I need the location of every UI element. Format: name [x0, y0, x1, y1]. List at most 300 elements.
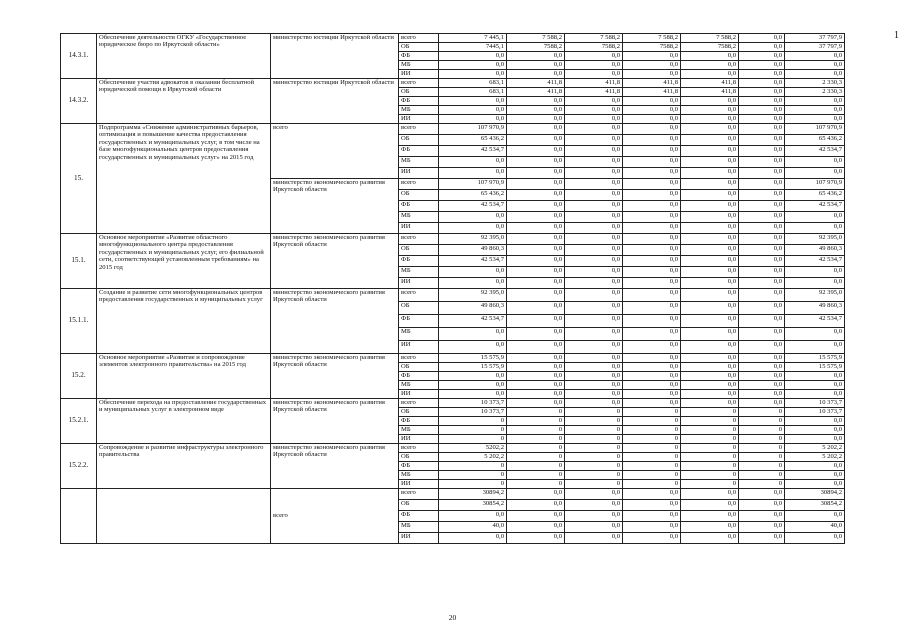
value-cell: 40,0: [439, 522, 507, 533]
value-cell: 0,0: [565, 267, 623, 278]
value-cell: 42 534,7: [439, 146, 507, 157]
value-cell: 0,0: [439, 381, 507, 390]
value-cell: 107 970,9: [439, 124, 507, 135]
table-row: [61, 289, 845, 302]
value-cell: 65 436,2: [439, 190, 507, 201]
value-cell: 0: [681, 462, 739, 471]
value-cell: 0,0: [507, 328, 565, 341]
value-cell: 0: [681, 480, 739, 489]
value-cell: 0,0: [507, 372, 565, 381]
value-cell: 0,0: [739, 179, 785, 190]
funding-source-cell: МБ: [399, 471, 439, 480]
funding-source-cell: всего: [399, 79, 439, 88]
value-cell: 65 436,2: [785, 190, 845, 201]
executor-cell: министерство экономического развития Иркутской области: [271, 179, 399, 234]
value-cell: 0,0: [785, 372, 845, 381]
value-cell: 0,0: [439, 223, 507, 234]
value-cell: 0,0: [507, 256, 565, 267]
funding-source-cell: ИИ: [399, 70, 439, 79]
value-cell: 0,0: [739, 190, 785, 201]
budget-table: [60, 33, 845, 544]
value-cell: 0,0: [785, 97, 845, 106]
value-cell: 0,0: [785, 480, 845, 489]
value-cell: 7 588,2: [681, 34, 739, 43]
value-cell: 0,0: [623, 256, 681, 267]
value-cell: 0,0: [623, 234, 681, 245]
value-cell: 0,0: [507, 115, 565, 124]
value-cell: 0,0: [785, 267, 845, 278]
funding-source-cell: МБ: [399, 426, 439, 435]
value-cell: 0,0: [739, 328, 785, 341]
value-cell: 15 575,9: [785, 354, 845, 363]
value-cell: 0,0: [565, 179, 623, 190]
value-cell: 7 588,2: [565, 34, 623, 43]
funding-source-cell: ИИ: [399, 223, 439, 234]
funding-source-cell: всего: [399, 444, 439, 453]
activity-name-cell: Сопровождение и развитие инфраструктуры электронного правительства: [97, 444, 271, 489]
value-cell: 0: [623, 426, 681, 435]
value-cell: 7445,1: [439, 43, 507, 52]
value-cell: 10 373,7: [439, 399, 507, 408]
table-row: [61, 234, 845, 245]
value-cell: 0,0: [739, 372, 785, 381]
value-cell: 0,0: [565, 328, 623, 341]
value-cell: 49 860,3: [785, 302, 845, 315]
funding-source-cell: ОБ: [399, 408, 439, 417]
funding-source-cell: ФБ: [399, 201, 439, 212]
value-cell: 0,0: [681, 500, 739, 511]
value-cell: 0: [507, 435, 565, 444]
value-cell: 0,0: [739, 289, 785, 302]
value-cell: 0,0: [507, 223, 565, 234]
value-cell: 0,0: [623, 511, 681, 522]
value-cell: 0,0: [681, 135, 739, 146]
value-cell: 0: [565, 462, 623, 471]
value-cell: 0,0: [439, 212, 507, 223]
value-cell: 0: [739, 408, 785, 417]
row-number-cell: 15.2.2.: [61, 444, 97, 489]
value-cell: 0,0: [739, 390, 785, 399]
value-cell: 0,0: [507, 390, 565, 399]
value-cell: 0,0: [681, 106, 739, 115]
funding-source-cell: МБ: [399, 157, 439, 168]
value-cell: 0,0: [507, 52, 565, 61]
value-cell: 0,0: [739, 489, 785, 500]
value-cell: 0,0: [439, 157, 507, 168]
value-cell: 0: [681, 408, 739, 417]
value-cell: 15 575,9: [439, 363, 507, 372]
value-cell: 0,0: [623, 399, 681, 408]
value-cell: 0,0: [739, 234, 785, 245]
value-cell: 0,0: [739, 79, 785, 88]
activity-name-cell: Обеспечение перехода на предоставление государственных и муниципальных услуг в электронном виде: [97, 399, 271, 444]
executor-cell: всего: [271, 124, 399, 179]
value-cell: 42 534,7: [785, 315, 845, 328]
value-cell: 0,0: [623, 124, 681, 135]
value-cell: 0,0: [507, 157, 565, 168]
value-cell: 0,0: [785, 157, 845, 168]
value-cell: 0,0: [681, 278, 739, 289]
value-cell: 10 373,7: [785, 408, 845, 417]
funding-source-cell: ФБ: [399, 256, 439, 267]
funding-source-cell: ОБ: [399, 500, 439, 511]
value-cell: 0,0: [565, 522, 623, 533]
value-cell: 0,0: [785, 533, 845, 544]
value-cell: 683,1: [439, 79, 507, 88]
funding-source-cell: МБ: [399, 328, 439, 341]
value-cell: 0,0: [439, 533, 507, 544]
value-cell: 0,0: [439, 267, 507, 278]
value-cell: 0,0: [785, 381, 845, 390]
funding-source-cell: МБ: [399, 381, 439, 390]
value-cell: 0,0: [739, 43, 785, 52]
value-cell: 0,0: [507, 381, 565, 390]
value-cell: 37 797,9: [785, 34, 845, 43]
funding-source-cell: ОБ: [399, 245, 439, 256]
value-cell: 683,1: [439, 88, 507, 97]
value-cell: 0,0: [623, 190, 681, 201]
value-cell: 0,0: [739, 256, 785, 267]
value-cell: 37 797,9: [785, 43, 845, 52]
value-cell: 0,0: [507, 168, 565, 179]
value-cell: 0: [507, 471, 565, 480]
value-cell: 0,0: [565, 489, 623, 500]
funding-source-cell: ФБ: [399, 52, 439, 61]
funding-source-cell: всего: [399, 179, 439, 190]
value-cell: 0,0: [507, 124, 565, 135]
value-cell: 0,0: [681, 256, 739, 267]
value-cell: 0,0: [623, 201, 681, 212]
funding-source-cell: всего: [399, 489, 439, 500]
value-cell: 0,0: [507, 179, 565, 190]
row-number-cell: 15.2.: [61, 354, 97, 399]
value-cell: 0,0: [623, 390, 681, 399]
value-cell: 0,0: [565, 168, 623, 179]
value-cell: 0,0: [681, 341, 739, 354]
table-row: [61, 444, 845, 453]
value-cell: 0,0: [565, 533, 623, 544]
value-cell: 411,8: [681, 79, 739, 88]
row-number-cell: 15.1.1.: [61, 289, 97, 354]
value-cell: 0,0: [507, 201, 565, 212]
value-cell: 0,0: [565, 245, 623, 256]
value-cell: 0,0: [565, 146, 623, 157]
value-cell: 0: [681, 444, 739, 453]
value-cell: 0,0: [681, 190, 739, 201]
funding-source-cell: ИИ: [399, 341, 439, 354]
value-cell: 0,0: [507, 341, 565, 354]
value-cell: 0,0: [785, 471, 845, 480]
value-cell: 0,0: [565, 201, 623, 212]
row-number-cell: 14.3.2.: [61, 79, 97, 124]
value-cell: 0,0: [623, 381, 681, 390]
value-cell: 0,0: [681, 328, 739, 341]
value-cell: 0,0: [439, 328, 507, 341]
value-cell: 7588,2: [507, 43, 565, 52]
value-cell: 0,0: [439, 278, 507, 289]
value-cell: 0,0: [623, 302, 681, 315]
value-cell: 30854,2: [439, 500, 507, 511]
value-cell: 411,8: [623, 88, 681, 97]
value-cell: 0,0: [681, 245, 739, 256]
value-cell: 0,0: [507, 511, 565, 522]
value-cell: 2 330,3: [785, 88, 845, 97]
value-cell: 5202,2: [439, 444, 507, 453]
value-cell: 0,0: [739, 223, 785, 234]
value-cell: 0: [507, 426, 565, 435]
value-cell: 0,0: [739, 511, 785, 522]
value-cell: 0: [507, 480, 565, 489]
value-cell: 42 534,7: [439, 256, 507, 267]
value-cell: 0,0: [507, 70, 565, 79]
value-cell: 0: [623, 453, 681, 462]
value-cell: 0: [623, 471, 681, 480]
value-cell: 0,0: [681, 70, 739, 79]
value-cell: 0,0: [565, 223, 623, 234]
funding-source-cell: всего: [399, 399, 439, 408]
value-cell: 0,0: [739, 52, 785, 61]
value-cell: 0: [565, 417, 623, 426]
funding-source-cell: всего: [399, 234, 439, 245]
value-cell: 0,0: [507, 302, 565, 315]
value-cell: 0,0: [565, 363, 623, 372]
executor-cell: министерство экономического развития Иркутской области: [271, 444, 399, 489]
funding-source-cell: ИИ: [399, 480, 439, 489]
value-cell: 0,0: [681, 315, 739, 328]
funding-source-cell: всего: [399, 354, 439, 363]
value-cell: 0: [739, 453, 785, 462]
value-cell: 0,0: [507, 267, 565, 278]
value-cell: 0,0: [681, 168, 739, 179]
value-cell: 0,0: [565, 315, 623, 328]
funding-source-cell: ФБ: [399, 315, 439, 328]
value-cell: 0,0: [623, 363, 681, 372]
value-cell: 0,0: [623, 168, 681, 179]
value-cell: 107 970,9: [785, 124, 845, 135]
value-cell: 0,0: [507, 533, 565, 544]
value-cell: 0,0: [623, 267, 681, 278]
page-number: 20: [448, 613, 457, 622]
value-cell: 0,0: [565, 157, 623, 168]
value-cell: 0: [739, 435, 785, 444]
funding-source-cell: ФБ: [399, 97, 439, 106]
value-cell: 0,0: [623, 157, 681, 168]
value-cell: 0,0: [785, 106, 845, 115]
value-cell: 0,0: [565, 511, 623, 522]
funding-source-cell: ФБ: [399, 417, 439, 426]
value-cell: 0,0: [565, 390, 623, 399]
value-cell: 0,0: [785, 278, 845, 289]
value-cell: 0,0: [623, 500, 681, 511]
value-cell: 0: [507, 444, 565, 453]
executor-cell: министерство экономического развития Иркутской области: [271, 289, 399, 354]
value-cell: 411,8: [681, 88, 739, 97]
funding-source-cell: ОБ: [399, 363, 439, 372]
value-cell: 0,0: [565, 190, 623, 201]
value-cell: 0: [507, 417, 565, 426]
value-cell: 5 202,2: [785, 444, 845, 453]
value-cell: 0,0: [623, 522, 681, 533]
value-cell: 0,0: [565, 135, 623, 146]
value-cell: 0,0: [623, 97, 681, 106]
value-cell: 0,0: [565, 372, 623, 381]
value-cell: 0,0: [507, 106, 565, 115]
value-cell: 0,0: [785, 426, 845, 435]
value-cell: 0,0: [565, 212, 623, 223]
value-cell: 0,0: [739, 106, 785, 115]
value-cell: 0,0: [681, 234, 739, 245]
value-cell: 0,0: [785, 511, 845, 522]
value-cell: 0,0: [785, 70, 845, 79]
value-cell: 0,0: [681, 124, 739, 135]
value-cell: 40,0: [785, 522, 845, 533]
value-cell: 0,0: [507, 135, 565, 146]
value-cell: 107 970,9: [785, 179, 845, 190]
value-cell: 0,0: [739, 363, 785, 372]
executor-cell: министерство экономического развития Иркутской области: [271, 234, 399, 289]
value-cell: 49 860,3: [439, 245, 507, 256]
value-cell: 0: [439, 462, 507, 471]
value-cell: 92 395,0: [785, 234, 845, 245]
value-cell: 0: [565, 444, 623, 453]
value-cell: 0,0: [739, 212, 785, 223]
activity-name-cell: Основное мероприятие «Развитие и сопровождение элементов электронного правительства» на 2015 год: [97, 354, 271, 399]
activity-name-cell: Обеспечение участия адвокатов в оказании бесплатной юридической помощи в Иркутской области: [97, 79, 271, 124]
value-cell: 0,0: [507, 363, 565, 372]
value-cell: 0,0: [785, 341, 845, 354]
value-cell: 42 534,7: [785, 146, 845, 157]
value-cell: 65 436,2: [785, 135, 845, 146]
row-number-cell: 15.2.1.: [61, 399, 97, 444]
value-cell: 0,0: [785, 61, 845, 70]
value-cell: 0,0: [565, 399, 623, 408]
value-cell: 0,0: [623, 328, 681, 341]
funding-source-cell: МБ: [399, 61, 439, 70]
table-row: [61, 124, 845, 135]
value-cell: 0,0: [507, 97, 565, 106]
value-cell: 0,0: [681, 533, 739, 544]
value-cell: 0,0: [507, 289, 565, 302]
value-cell: 0,0: [439, 61, 507, 70]
value-cell: 0,0: [681, 61, 739, 70]
value-cell: 15 575,9: [785, 363, 845, 372]
value-cell: 0: [623, 462, 681, 471]
value-cell: 0,0: [507, 234, 565, 245]
value-cell: 0,0: [681, 372, 739, 381]
value-cell: 0,0: [623, 223, 681, 234]
funding-source-cell: МБ: [399, 106, 439, 115]
value-cell: 0,0: [785, 168, 845, 179]
value-cell: 49 860,3: [439, 302, 507, 315]
page-mark: 1: [894, 30, 899, 41]
executor-cell: министерство экономического развития Иркутской области: [271, 354, 399, 399]
value-cell: 0,0: [439, 97, 507, 106]
value-cell: 0: [739, 417, 785, 426]
executor-cell: всего: [271, 489, 399, 544]
value-cell: 0,0: [565, 61, 623, 70]
value-cell: 0,0: [507, 61, 565, 70]
value-cell: 0,0: [739, 88, 785, 97]
value-cell: 0,0: [623, 354, 681, 363]
value-cell: 0: [623, 444, 681, 453]
executor-cell: министерство юстиции Иркутской области: [271, 79, 399, 124]
value-cell: 411,8: [565, 79, 623, 88]
funding-source-cell: ОБ: [399, 88, 439, 97]
value-cell: 0,0: [565, 381, 623, 390]
value-cell: 0,0: [785, 115, 845, 124]
value-cell: 0,0: [507, 500, 565, 511]
value-cell: 7 588,2: [623, 34, 681, 43]
value-cell: 0,0: [507, 489, 565, 500]
value-cell: 0,0: [623, 135, 681, 146]
funding-source-cell: всего: [399, 124, 439, 135]
funding-source-cell: всего: [399, 289, 439, 302]
value-cell: 0,0: [439, 70, 507, 79]
value-cell: 0,0: [623, 289, 681, 302]
value-cell: 0,0: [623, 533, 681, 544]
funding-source-cell: ИИ: [399, 278, 439, 289]
value-cell: 0,0: [439, 115, 507, 124]
value-cell: 411,8: [507, 88, 565, 97]
table-row: [61, 34, 845, 43]
value-cell: 7588,2: [623, 43, 681, 52]
value-cell: 0: [681, 417, 739, 426]
value-cell: 0,0: [785, 390, 845, 399]
value-cell: 0: [565, 471, 623, 480]
value-cell: 0,0: [681, 511, 739, 522]
value-cell: 42 534,7: [439, 315, 507, 328]
value-cell: 2 330,3: [785, 79, 845, 88]
value-cell: 0,0: [739, 168, 785, 179]
value-cell: 10 373,7: [785, 399, 845, 408]
value-cell: 0,0: [507, 146, 565, 157]
value-cell: 0,0: [739, 278, 785, 289]
value-cell: 0,0: [681, 201, 739, 212]
value-cell: 0,0: [739, 381, 785, 390]
table-row: [61, 354, 845, 363]
value-cell: 49 860,3: [785, 245, 845, 256]
funding-source-cell: всего: [399, 34, 439, 43]
value-cell: 0,0: [565, 278, 623, 289]
value-cell: 0,0: [739, 522, 785, 533]
value-cell: 0,0: [681, 52, 739, 61]
value-cell: 411,8: [507, 79, 565, 88]
value-cell: 0,0: [681, 146, 739, 157]
value-cell: 0,0: [739, 354, 785, 363]
value-cell: 0: [565, 408, 623, 417]
value-cell: 0,0: [565, 97, 623, 106]
value-cell: 0,0: [565, 124, 623, 135]
value-cell: 0,0: [739, 201, 785, 212]
value-cell: 42 534,7: [785, 256, 845, 267]
value-cell: 0: [507, 453, 565, 462]
value-cell: 0,0: [565, 500, 623, 511]
activity-name-cell: Основное мероприятие «Развитие областного многофункционального центра предоставления государственных и муниципальных услуг, его филиальной сети, соответствующей установленным требованиям» на 2015 год: [97, 234, 271, 289]
value-cell: 0,0: [623, 61, 681, 70]
value-cell: 0,0: [681, 390, 739, 399]
value-cell: 0,0: [681, 302, 739, 315]
value-cell: 0,0: [739, 267, 785, 278]
value-cell: 42 534,7: [439, 201, 507, 212]
value-cell: 0,0: [623, 106, 681, 115]
value-cell: 0: [623, 435, 681, 444]
value-cell: 0: [739, 480, 785, 489]
table-row: [61, 399, 845, 408]
value-cell: 107 970,9: [439, 179, 507, 190]
value-cell: 0,0: [681, 179, 739, 190]
value-cell: 0,0: [681, 363, 739, 372]
value-cell: 0,0: [623, 70, 681, 79]
